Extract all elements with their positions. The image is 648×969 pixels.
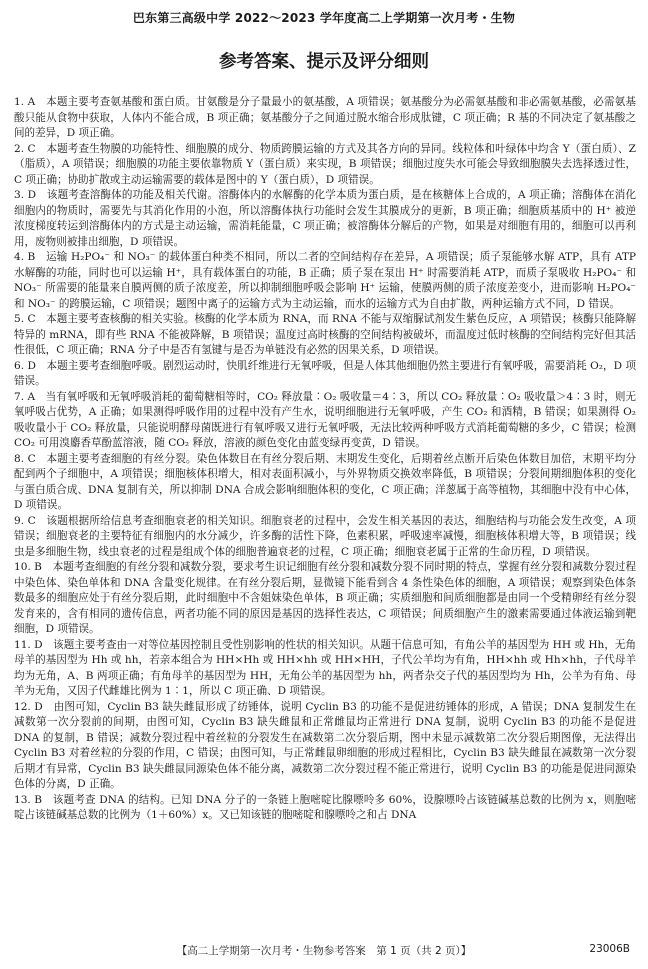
answer-item: 5. C 本题主要考查核酶的相关实验。核酶的化学本质为 RNA，而 RNA 不能与双缩脲试剂发生紫色反应，A 项错误；核酶只能降解特异的 mRNA，即有些 RNA 不能被降解，B 项错误；温度过高时核酶的空间结构被破坏，而温度过低时核酶的空间结构完好但其活性很低，C 项正确；RNA 分子中是否有氢键与是否为单链没有必然的因果关系，D 项错误。 — [14, 313, 636, 356]
answer-item: 10. B 本题考查细胞的有丝分裂和减数分裂，要求考生识记细胞有丝分裂和减数分裂不同时期的特点，掌握有丝分裂和减数分裂过程中染色体、染色单体和 DNA 含量变化规律。在有丝分裂后期，显微镜下能看到含 4 条性染色体的细胞，A 项错误；观察到染色体条数最多的细胞应处于有丝分裂后期，此时细胞中不含姐妹染色单体，B 项正确；实质细胞和间质细胞都是由同一个受精卵经有丝分裂发育来的，含有相同的遗传信息，两者功能不同的原因是基因的选择性表达，C 项错误；间质细胞产生的激素需要通过体液运输到靶细胞，D 项错误。 — [14, 561, 636, 635]
document-subtitle: 参考答案、提示及评分细则 — [219, 52, 429, 72]
answer-item: 6. D 本题主要考查细胞呼吸。剧烈运动时，快肌纤维进行无氧呼吸，但是人体其他细胞仍然主要进行有氧呼吸，需要消耗 O₂，D 项错误。 — [14, 359, 636, 387]
answer-item: 3. D 该题考查溶酶体的功能及相关代谢。溶酶体内的水解酶的化学本质为蛋白质，是在核糖体上合成的，A 项正确；溶酶体在消化细胞内的物质时，需要先与其消化作用的小泡，所以溶酶体执行功能时会发生其膜成分的更新，B 项正确；细胞质基质中的 H⁺ 被逆浓度梯度转运到溶酶体内的方式是主动运输，需消耗能量，C 项正确；被溶酶体分解后的产物，如果是对细胞有用的，细胞可以再利用，废物则被排出细胞，D 项错误。 — [14, 189, 636, 248]
answer-item: 7. A 当有氧呼吸和无氧呼吸消耗的葡萄糖相等时，CO₂ 释放量∶O₂ 吸收量＝4∶3，所以 CO₂ 释放量∶O₂ 吸收量＞4∶3 时，则无氧呼吸占优势，A 正确；如果测得呼吸作用的过程中没有产生水，说明细胞进行无氧呼吸，产生 CO₂ 和酒精，B 错误；如果测得 O₂ 吸收量小于 CO₂ 释放量，只能说明酵母菌既进行有氧呼吸又进行无氧呼吸，无法比较两种呼吸方式消耗葡萄糖的多少，C 错误；检测 CO₂ 可用溴麝香草酚蓝溶液，随 CO₂ 释放，溶液的颜色变化由蓝变绿再变黄，D 错误。 — [14, 390, 636, 449]
answer-item: 8. C 本题主要考查细胞的有丝分裂。染色体数目在有丝分裂后期、末期发生变化，后期着丝点断开后染色体数目加倍，末期平均分配到两个子细胞中，A 项错误；细胞核体积增大，相对表面积减小，与外界物质交换效率降低，B 项错误；分裂间期细胞体积的变化与蛋白质合成、DNA 复制有关，所以抑制 DNA 合成会影响细胞体积的变化，C 项正确；洋葱属于高等植物，其细胞中没有中心体，D 项错误。 — [14, 452, 636, 511]
answer-item: 13. B 该题考查 DNA 的结构。已知 DNA 分子的一条链上胞嘧啶比腺嘌呤多 60%，设腺嘌呤占该链碱基总数的比例为 x，则胞嘧啶占该链碱基总数的比例为（1＋60%）x。又已知该链的胞嘧啶和腺嘌呤之和占 DNA — [14, 793, 636, 821]
answer-item: 1. A 本题主要考查氨基酸和蛋白质。甘氨酸是分子量最小的氨基酸，A 项错误；氨基酸分为必需氨基酸和非必需氨基酸，必需氨基酸只能从食物中获取，人体内不能合成，B 项正确；氨基酸分子之间通过脱水缩合形成肽键，C 项正确；R 基的不同决定了氨基酸之间的差异，D 项正确。 — [14, 96, 636, 139]
answer-item: 11. D 该题主要考查由一对等位基因控制且受性别影响的性状的相关知识。从题干信息可知，有角公羊的基因型为 HH 或 Hh，无角母羊的基因型为 Hh 或 hh，若亲本组合为 HH×Hh 或 HH×hh 或 HH×HH，子代公羊均为有角，HH×hh 或 Hh×hh，子代母羊均为无角，A、B 两项正确；有角母羊的基因型为 HH，无角公羊的基因型为 hh，两者杂交子代的基因型均为 Hh，公羊为有角、母羊为无角，又因子代雌雄比例为 1∶1，所以 C 项正确、D 项错误。 — [14, 638, 636, 697]
answer-list — [14, 95, 636, 824]
answer-item: 9. C 该题根据所给信息考查细胞衰老的相关知识。细胞衰老的过程中，会发生相关基因的表达，细胞结构与功能会发生改变，A 项错误；细胞衰老的主要特征有细胞内的水分减少，许多酶的活性下降，色素积累，呼吸速率减慢，细胞核体积增大等，B 项错误；线虫是多细胞生物，线虫衰老的过程是组成个体的细胞普遍衰老的过程，C 项正确；细胞衰老属于正常的生命历程，D 项错误。 — [14, 514, 636, 558]
document-code: 23006B — [589, 943, 630, 955]
answer-item: 12. D 由图可知，Cyclin B3 缺失雌鼠形成了纺锤体，说明 Cyclin B3 的功能不是促进纺锤体的形成，A 错误；DNA 复制发生在减数第一次分裂前的间期，由图可知，Cyclin B3 缺失雌鼠和正常雌鼠均正常进行 DNA 复制，说明 Cyclin B3 的功能不是促进 DNA 的复制，B 错误；减数分裂过程中着丝粒的分裂发生在减数第二次分裂后期，图中未显示减数第二次分裂后期图像，无法得出 Cyclin B3 对着丝粒的分裂的作用，C 错误；由图可知，与正常雌鼠卵细胞的形成过程相比，Cyclin B3 缺失雌鼠在减数第一次分裂后期才有异常，Cyclin B3 缺失雌鼠同源染色体不能分离，减数第二次分裂过程不能正常进行，说明 Cyclin B3 的功能是促进同源染色体的分离，D 正确。 — [14, 700, 636, 790]
document-title: 巴东第三高级中学 2022～2023 学年度高二上学期第一次月考・生物 — [132, 11, 516, 25]
answer-item: 2. C 本题考查生物膜的功能特性、细胞膜的成分、物质跨膜运输的方式及其各方向的异同。线粒体和叶绿体中均含 Y（蛋白质）、Z（脂质），A 项错误；细胞膜的功能主要依靠物质 Y（蛋白质）来实现，B 项错误；细胞过度失水可能会导致细胞膜失去选择透过性，C 项正确；协助扩散或主动运输需要的载体是图中的 Y（蛋白质），D 项错误。 — [14, 142, 636, 186]
page-footer: 【高二上学期第一次月考・生物参考答案 第 1 页（共 2 页）】 — [176, 945, 472, 957]
answer-item: 4. B 运输 H₂PO₄⁻ 和 NO₃⁻ 的载体蛋白种类不相同，所以二者的空间结构存在差异，A 项错误；质子泵能够水解 ATP，具有 ATP 水解酶的功能，同时也可以运输 H⁺，具有载体蛋白的功能，B 正确；质子泵在泵出 H⁺ 时需要消耗 ATP，而质子泵吸收 H₂PO₄⁻ 和 NO₃⁻ 所需要的能量来自膜两侧的质子浓度差，所以抑制细胞呼吸会影响 H⁺ 运输，使膜两侧的质子浓度差变小，进而影响 H₂PO₄⁻ 和 NO₃⁻ 的跨膜运输，C 项错误；题图中离子的运输方式为主动运输，而水的运输方式为自由扩散，两种运输方式不同，D 错误。 — [14, 251, 636, 310]
